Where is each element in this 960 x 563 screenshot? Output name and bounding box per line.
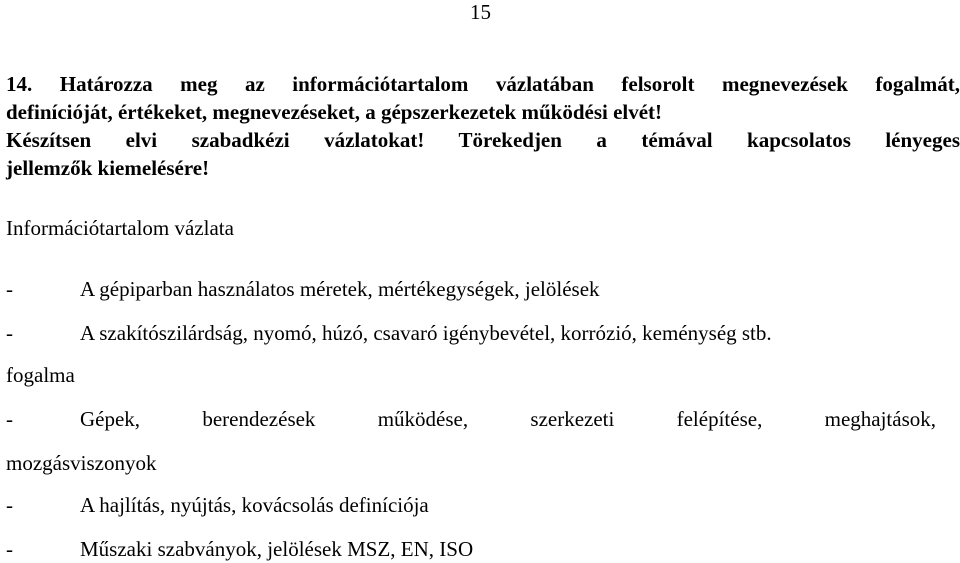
page-number: 15 (470, 0, 491, 24)
list-item-text: A szakítószilárdság, nyomó, húzó, csavaró igénybevétel, korrózió, keménység stb. (80, 321, 772, 345)
list-item (6, 276, 936, 302)
list-item-continuation: mozgásviszonyok (6, 451, 157, 475)
list-dash: - (6, 277, 13, 301)
list-dash: - (6, 493, 13, 517)
list-item-continuation: fogalma (6, 363, 75, 387)
list-item (6, 320, 936, 346)
list-dash: - (6, 407, 13, 431)
list-item (6, 492, 936, 518)
list-item-text: Műszaki szabványok, jelölések MSZ, EN, ISO (80, 537, 474, 561)
list-dash: - (6, 537, 13, 561)
task-line-1: 14. Határozza meg az információtartalom vázlatában felsorolt megnevezések fogalmát, (6, 72, 960, 96)
list-item-text: Gépek, berendezések működése, szerkezeti felépítése, meghajtások, (80, 407, 936, 431)
list-item-text: A hajlítás, nyújtás, kovácsolás definíciója (80, 493, 429, 517)
list-item (6, 406, 936, 432)
list-item (6, 536, 936, 562)
task-statement (6, 70, 960, 182)
task-line-2: definícióját, értékeket, megnevezéseket, a gépszerkezetek működési elvét! (6, 100, 663, 124)
task-line-3: Készítsen elvi szabadkézi vázlatokat! Törekedjen a témával kapcsolatos lényeges (6, 128, 960, 152)
outline-heading: Információtartalom vázlata (6, 216, 234, 240)
list-dash: - (6, 321, 13, 345)
task-line-4: jellemzők kiemelésére! (6, 156, 210, 180)
list-item-text: A gépiparban használatos méretek, mértékegységek, jelölések (80, 277, 600, 301)
